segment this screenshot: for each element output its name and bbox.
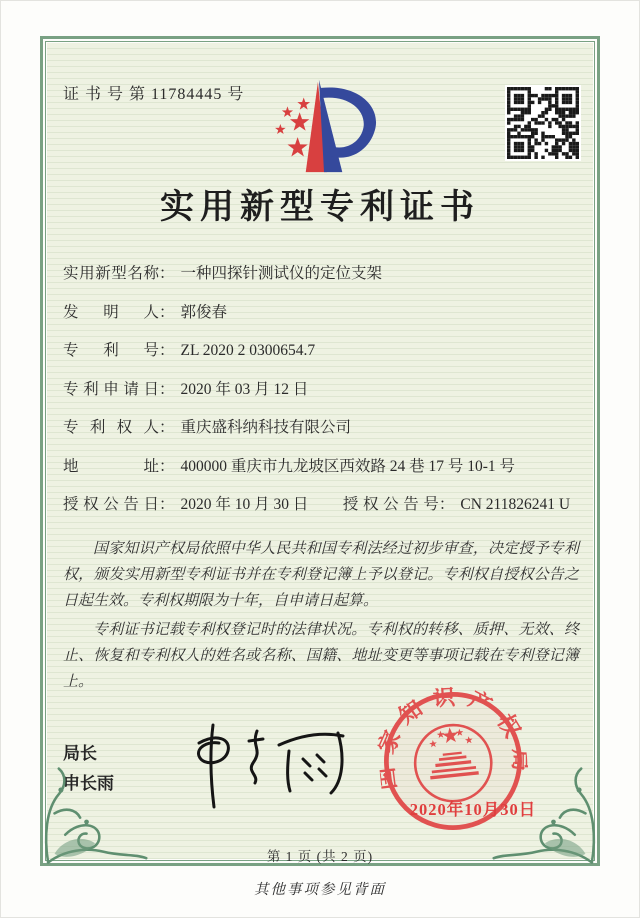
colon: ：: [159, 496, 175, 513]
signer-title: 局长: [63, 744, 97, 763]
field-row-address: [63, 454, 579, 476]
field-value-inventor: 郭俊春: [180, 303, 228, 321]
field-value-patent-number: ZL 2020 2 0300654.7: [180, 342, 316, 359]
colon: ：: [438, 496, 455, 513]
field-value-name: 一种四探针测试仪的定位支架: [180, 265, 383, 282]
field-row-patentee: [63, 415, 579, 437]
field-value-address: 400000 重庆市九龙坡区西效路 24 巷 17 号 10-1 号: [180, 457, 516, 475]
corner-flourish-right-icon: [487, 743, 605, 871]
legal-text: [63, 536, 579, 698]
qr-code: [505, 85, 581, 161]
colon: ：: [159, 303, 175, 321]
legal-paragraph-1: 国家知识产权局依照中华人民共和国专利法经过初步审查，决定授予专利权，颁发实用新型专利证书并在专利登记簿上予以登记。专利权自授权公告之日起生效。专利权期限为十年，自申请日起算。: [63, 541, 579, 609]
field-value-patentee: 重庆盛科纳科技有限公司: [180, 419, 352, 436]
field-label-filing-date: 专利申请日: [63, 380, 159, 398]
certificate-fields: [63, 261, 579, 531]
legal-paragraph-2: 专利证书记载专利权登记时的法律状况。专利权的转移、质押、无效、终止、恢复和专利权人的姓名或名称、国籍、地址变更等事项记载在专利登记簿上。: [63, 622, 579, 690]
field-row-grant: [63, 492, 579, 514]
cnipa-logo-icon: [257, 73, 389, 181]
field-row-name: [63, 261, 579, 283]
field-label-grant-date: 授权公告日: [63, 496, 159, 513]
colon: ：: [159, 342, 175, 359]
field-label-address: 地址: [63, 457, 159, 475]
signer-name: 申长雨: [63, 774, 114, 793]
signature-script-icon: [183, 719, 353, 814]
certificate-title: 实用新型专利证书: [160, 189, 480, 226]
seal-text: 国家知识产权局: [371, 683, 534, 792]
field-value-grant-date: 2020 年 10 月 30 日: [180, 496, 309, 513]
colon: ：: [159, 265, 175, 282]
field-grant-date: [63, 492, 339, 514]
field-label-patentee: 专利权人: [63, 419, 159, 436]
field-label-grant-number: 授权公告号: [342, 496, 439, 513]
field-value-filing-date: 2020 年 03 月 12 日: [180, 380, 309, 398]
back-side-note: 其他事项参见背面: [254, 882, 386, 898]
field-label-inventor: 发明人: [63, 303, 159, 321]
field-grant-number: [343, 492, 570, 514]
field-row-inventor: [63, 300, 579, 322]
certificate-frame: [40, 36, 600, 866]
field-value-grant-number: CN 211826241 U: [460, 496, 571, 513]
certificate-number: 证 书 号 第 11784445 号: [63, 86, 245, 103]
colon: ：: [159, 457, 175, 475]
field-row-patent-number: [63, 338, 579, 360]
seal-date: 2020年10月30日: [409, 800, 537, 819]
corner-flourish-left-icon: [35, 743, 153, 871]
field-row-filing-date: [63, 377, 579, 399]
field-label-name: 实用新型名称: [63, 265, 159, 282]
colon: ：: [159, 380, 175, 398]
page-number: 第 1 页 (共 2 页): [266, 849, 374, 864]
colon: ：: [159, 419, 175, 436]
field-label-patent-number: 专利号: [63, 342, 159, 359]
